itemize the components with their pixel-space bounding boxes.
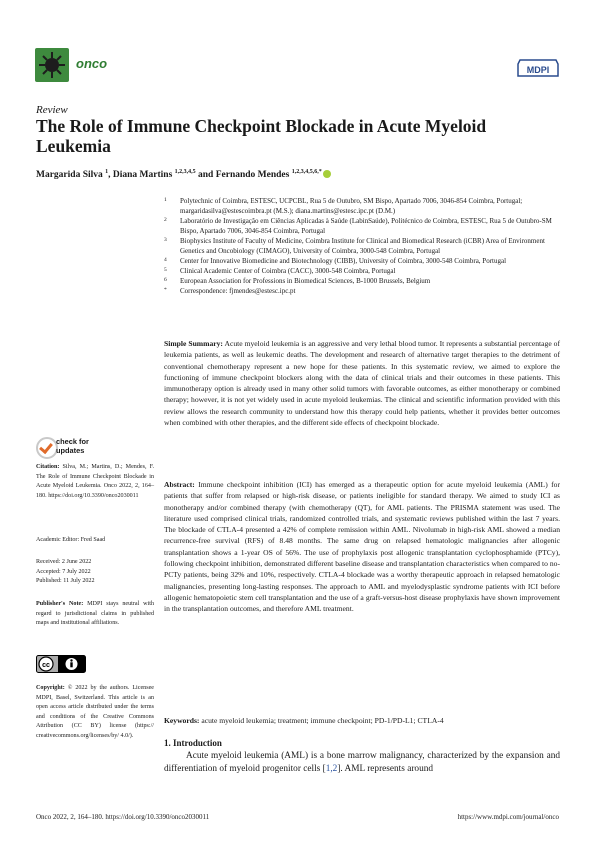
publisher-note-text: MDPI stays neutral with regard to jurisdictional claims in published maps and institutional affiliations. [36, 601, 154, 626]
article-type: Review [36, 104, 68, 116]
received-date: Received: 2 June 2022 [36, 559, 92, 565]
check-updates-label [56, 438, 89, 455]
citation-label: Citation: [36, 464, 60, 470]
footer-journal-link[interactable]: https://www.mdpi.com/journal/onco [457, 813, 559, 821]
intro-text: Acute myeloid leukemia (AML) is a bone marrow malignancy, characterized by the expansion and differentiation of myeloid progenitor cells [ [164, 751, 560, 774]
journal-name[interactable]: onco [76, 56, 108, 71]
citation-block [36, 463, 154, 501]
check-updates-line2: updates [56, 445, 85, 455]
affiliations [164, 196, 564, 296]
published-date: Published: 11 July 2022 [36, 578, 95, 584]
keywords-label: Keywords: [164, 716, 200, 725]
author-affiliation-sup: 1,2,3,4,5,6,* [291, 169, 322, 175]
copyright-label: Copyright: [36, 685, 65, 691]
keywords [164, 715, 560, 726]
accepted-date: Accepted: 7 July 2022 [36, 568, 91, 575]
correspondence-text[interactable]: Correspondence: fjmendes@estesc.ipc.pt [180, 287, 296, 295]
author-name[interactable]: Margarida Silva [36, 170, 103, 181]
check-updates-icon [36, 437, 58, 459]
author-separator: and [195, 170, 216, 181]
footer-citation[interactable]: Onco 2022, 2, 164–180. https://doi.org/10.3390/onco2030011 [36, 813, 210, 821]
simple-summary [164, 338, 560, 428]
affiliation-number: 3 [164, 237, 167, 243]
simple-summary-label: Simple Summary: [164, 339, 223, 348]
copyright-block [36, 684, 154, 741]
publisher-note [36, 600, 154, 629]
check-updates-line1: check for [56, 437, 89, 446]
affiliation-text: Biophysics Institute of Faculty of Medicine, Coimbra Institute for Clinical and Biomedical Research (iCBR) Area of Environment Genetics and Oncobiology (CIMAGO), University of Coimbra, 3000-548 Coimbra, Portugal [180, 237, 545, 255]
affiliation-number: 1 [164, 197, 167, 203]
orcid-icon[interactable] [323, 170, 331, 178]
abstract-text: Immune checkpoint inhibition (ICI) has emerged as a therapeutic option for acute myeloid leukemia (AML) for patients that suffer from relapsed or high-risk disease, or patients ineligible for standard therapy. We aimed to study ICI as monotherapy and/or combined therapy (with chemotherapy (QT), for AML patients. The PRISMA statement was used. The literature used comprised clinical trials, randomized controlled trials, and systematic reviews published within the last 7 years. The blockade of CTLA-4 presented a 42% of complete remission within AML. Nivolumab in high-risk AML showed a median recurrence-free survival (RFS) of 8.48 months. The same drug on relapsed hematologic malignancies after allogenic transplantation shows a 1-year OS of 56%. The use of prophylaxis post allogenic transplantation cyclophosphamide (PTCy), following checkpoint inhibition, demonstrated different baseline disease and transplantation characteristics when compared to no-PCTy patients, being 32% and 10%, respectively. CTLA-4 blockade was a worthy therapeutic approach in relapsed hematologic malignancies, presenting long-lasting responses. The approach to AML and myelodysplastic syndrome patients with ICI before allogenic hematopoietic stem cell transplantation and the use of a graft-versus-host disease prophylaxis have shown improvement in the transplantation outcomes, and therefore AML treatment. [164, 480, 560, 614]
affiliation-item [164, 216, 564, 236]
publisher-note-label: Publisher's Note: [36, 601, 84, 607]
cc-logo-text: cc [42, 662, 50, 669]
author-name[interactable]: Diana Martins [112, 170, 173, 181]
journal-logo-icon [35, 48, 69, 82]
affiliation-text: European Association for Professions in Biomedical Sciences, B-1000 Brussels, Belgium [180, 277, 431, 285]
mdpi-logo-text: MDPI [526, 65, 550, 75]
copyright-text: © 2022 by the authors. Licensee MDPI, Basel, Switzerland. This article is an open access article distributed under the terms and conditions of the Creative Commons Attribution (CC BY) license (https:// creativecommons.org/licenses/by/ 4.0/). [36, 685, 154, 739]
author-affiliation-sup: 1 [105, 169, 109, 175]
affiliation-number: 6 [164, 277, 167, 283]
section-heading-introduction: 1. Introduction [164, 738, 222, 748]
author-list [36, 169, 331, 180]
affiliation-number: 2 [164, 217, 167, 223]
affiliation-item [164, 196, 564, 216]
affiliation-item [164, 236, 564, 256]
affiliation-text: Clinical Academic Center of Coimbra (CACC), 3000-548 Coimbra, Portugal [180, 267, 396, 275]
affiliation-number: * [164, 287, 167, 293]
affiliation-number: 5 [164, 267, 167, 273]
introduction-paragraph [164, 750, 560, 776]
abstract-label: Abstract: [164, 480, 195, 489]
simple-summary-text: Acute myeloid leukemia is an aggressive and very lethal blood tumor. It represents a substantial percentage of leukemia patients, as well as leukemic deaths. The development and research of alternative target therapies to the detriment of conventional chemotherapy represent a new hope for these patients. In this systematic review, we aimed to explore the functioning of immune checkpoint blockers along with the data of clinical trials and their outcomes in these patients. This immunotherapy option is already used in many other solid tumors with favorable outcomes, as either monotherapy or combined therapy; however, it is not yet widely used in acute myeloid leukemias. The clinical and scientific information provided with this review allows the research community to understand how this therapy could help patients, whether it provides better outcomes when combined with other therapies, and the different side effects of checkpoint blockade. [164, 339, 560, 428]
affiliation-item [164, 256, 564, 266]
article-title: The Role of Immune Checkpoint Blockade in Acute Myeloid Leukemia [36, 116, 487, 156]
citation-text[interactable]: Silva, M.; Martins, D.; Mendes, F. The Role of Immune Checkpoint Blockade in Acute Myeloid Leukemia. Onco 2022, 2, 164–180. https://doi.org/10.3390/onco2030011 [36, 464, 154, 499]
cc-by-license-icon[interactable] [36, 655, 86, 673]
author-affiliation-sup: 1,2,3,4,5 [174, 169, 196, 175]
affiliation-item [164, 266, 564, 276]
publication-dates [36, 558, 154, 587]
mdpi-logo[interactable] [516, 58, 560, 78]
correspondence [164, 286, 564, 296]
keywords-text: acute myeloid leukemia; treatment; immune checkpoint; PD-1/PD-L1; CTLA-4 [199, 716, 444, 725]
affiliation-text: Laboratório de Investigação em Ciências Aplicadas à Saúde (LabinSaúde), Politécnico de Coimbra, ESTESC, Rua 5 de Outubro-SM Bispo, Apartado 7006, 3046-854 Coimbra, Portugal [180, 217, 552, 235]
affiliation-number: 4 [164, 257, 167, 263]
academic-editor: Academic Editor: Fred Saad [36, 537, 106, 543]
author-name[interactable]: Fernando Mendes [215, 170, 290, 181]
citation-link[interactable]: 1,2 [325, 764, 338, 774]
check-for-updates-button[interactable] [36, 437, 122, 459]
affiliation-text: Center for Innovative Biomedicine and Biotechnology (CIBB), University of Coimbra, 3000-548 Coimbra, Portugal [180, 257, 507, 265]
author-separator: , [108, 170, 113, 181]
affiliation-item [164, 276, 564, 286]
abstract [164, 479, 560, 615]
affiliation-text: Polytechnic of Coimbra, ESTESC, UCPCBL, Rua 5 de Outubro, SM Bispo, Apartado 7006, 3046-854 Coimbra, Portugal; margaridasilva@estescoimbra.pt (M.S.); diana.martins@estesc.ipc.pt (D.M.) [180, 197, 523, 215]
intro-text: ]. AML represents around [337, 764, 434, 774]
